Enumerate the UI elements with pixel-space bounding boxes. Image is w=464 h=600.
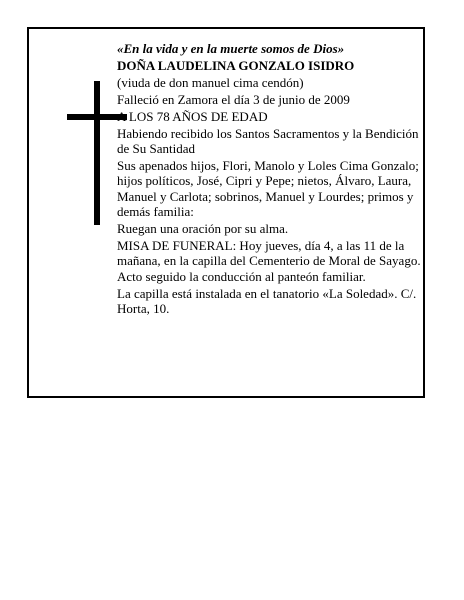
- prayer-line: Ruegan una oración por su alma.: [117, 220, 289, 236]
- family-paragraph: Sus apenados hijos, Flori, Manolo y Loles Cima Gonzalo; hijos políticos, José, Cipri y Pepe; nietos, Álvaro, Laura, Manuel y Carlota; sobrinos, Manuel y Lourdes; primos y demás familia:: [117, 157, 419, 220]
- obituary-notice: [27, 27, 425, 398]
- widow-line: (viuda de don manuel cima cendón): [117, 74, 304, 90]
- chapel-paragraph: La capilla está instalada en el tanatorio «La Soledad». C/. Horta, 10.: [117, 285, 417, 316]
- age-line: A LOS 78 AÑOS DE EDAD: [117, 108, 268, 124]
- cross-vertical-bar: [94, 81, 100, 225]
- funeral-paragraph: MISA DE FUNERAL: Hoy jueves, día 4, a las 11 de la mañana, en la capilla del Cementerio de Moral de Sayago. Acto seguido la conducción al panteón familiar.: [117, 237, 421, 284]
- motto: «En la vida y en la muerte somos de Dios»: [117, 41, 345, 56]
- obituary-text: [117, 41, 423, 318]
- death-line: Falleció en Zamora el día 3 de junio de 2009: [117, 91, 350, 107]
- sacraments-line: Habiendo recibido los Santos Sacramentos y la Bendición de Su Santidad: [117, 125, 419, 156]
- deceased-name: DOÑA LAUDELINA GONZALO ISIDRO: [117, 57, 355, 73]
